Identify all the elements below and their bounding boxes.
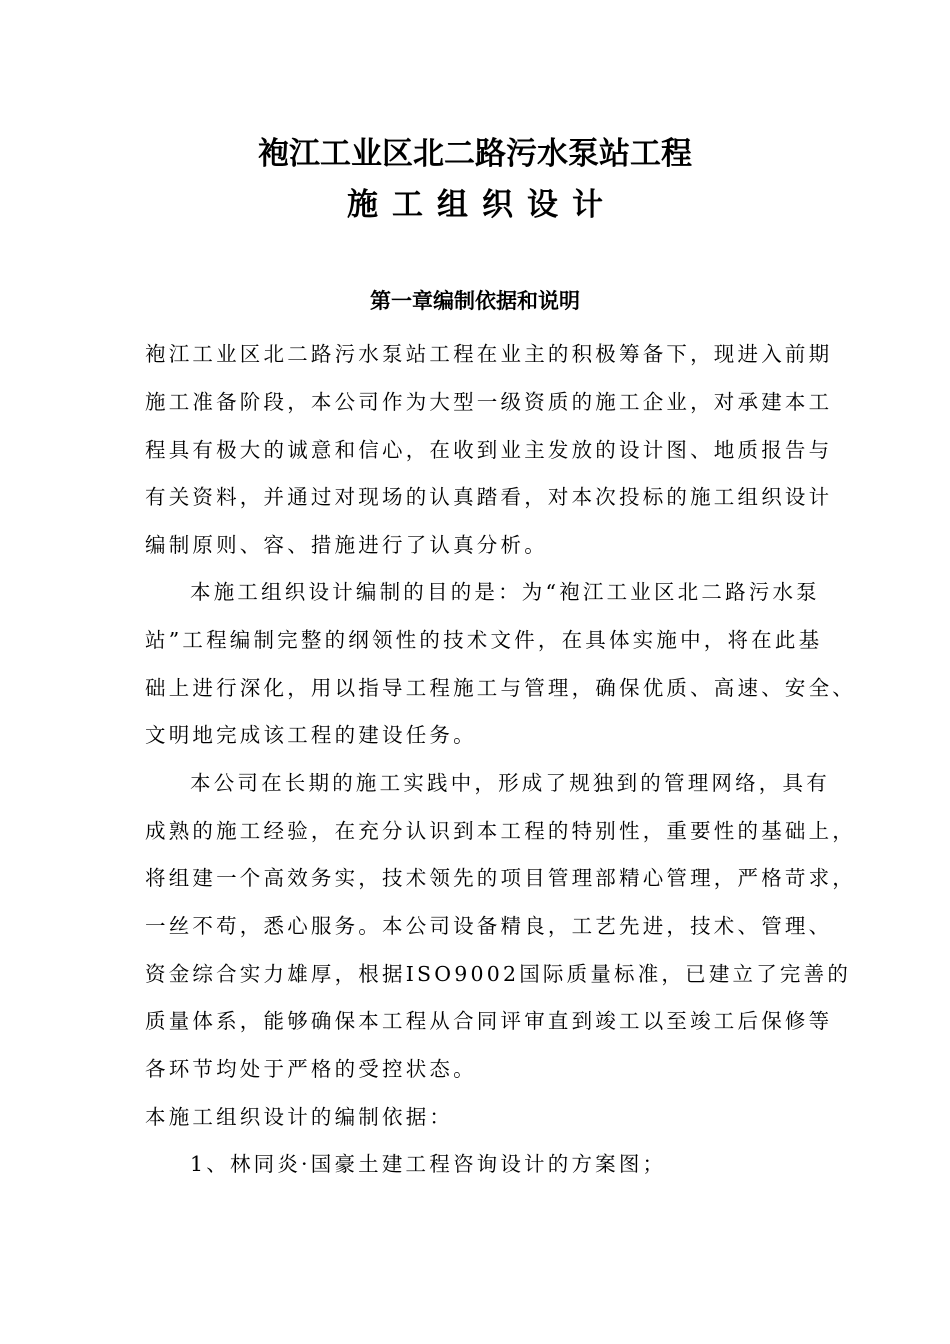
paragraph-line: 有关资料，并通过对现场的认真踏看，对本次投标的施工组织设计: [145, 485, 833, 509]
paragraph-line: 将组建一个高效务实，技术领先的项目管理部精心管理，严格苛求，: [145, 866, 856, 890]
paragraph-line: 资金综合实力雄厚，根据ISO9002国际质量标准，已建立了完善的: [145, 962, 852, 986]
paragraph-line: 础上进行深化，用以指导工程施工与管理，确保优质、高速、安全、: [145, 676, 856, 700]
paragraph-line: 施工准备阶段，本公司作为大型一级资质的施工企业，对承建本工: [145, 390, 833, 414]
paragraph-line: 质量体系，能够确保本工程从合同评审直到竣工以至竣工后保修等: [145, 1009, 833, 1033]
paragraph-line: 成熟的施工经验，在充分认识到本工程的特别性，重要性的基础上，: [145, 819, 856, 843]
list-item: 1、林同炎·国豪土建工程咨询设计的方案图；: [190, 1152, 667, 1176]
paragraph-line: 一丝不苟，悉心服务。本公司设备精良，工艺先进，技术、管理、: [145, 914, 833, 938]
paragraph-line: 本施工组织设计编制的目的是：为“袍江工业区北二路污水泵: [190, 580, 820, 604]
paragraph-line: 袍江工业区北二路污水泵站工程在业主的积极筹备下，现进入前期: [145, 342, 833, 366]
paragraph-line: 程具有极大的诚意和信心，在收到业主发放的设计图、地质报告与: [145, 438, 833, 462]
paragraph-line: 编制原则、容、措施进行了认真分析。: [145, 533, 548, 557]
paragraph-line: 本公司在长期的施工实践中，形成了规独到的管理网络，具有: [190, 771, 830, 795]
paragraph-line: 站”工程编制完整的纲领性的技术文件，在具体实施中，将在此基: [145, 628, 823, 652]
chapter-heading: 第一章编制依据和说明: [370, 289, 580, 313]
document-title: 袍江工业区北二路污水泵站工程: [258, 136, 692, 172]
document-subtitle: 施工组织设计: [347, 187, 617, 223]
paragraph-line: 文明地完成该工程的建设任务。: [145, 723, 477, 747]
paragraph-line: 各环节均处于严格的受控状态。: [145, 1057, 477, 1081]
paragraph-line: 本施工组织设计的编制依据：: [145, 1105, 454, 1129]
